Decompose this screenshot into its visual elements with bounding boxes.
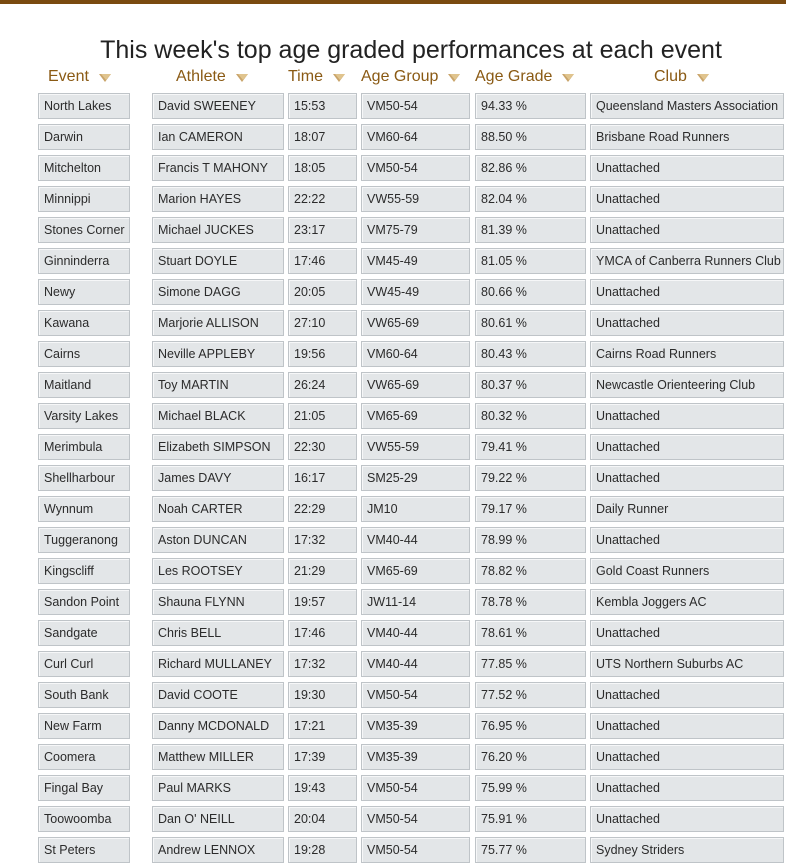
- page-title: This week's top age graded performances at each event: [100, 36, 722, 64]
- column-header-age-grade[interactable]: [475, 68, 575, 86]
- time-cell: 17:46: [288, 248, 357, 274]
- table-row: [0, 93, 786, 124]
- event-cell: Merimbula: [38, 434, 130, 460]
- time-cell: 17:46: [288, 620, 357, 646]
- event-cell: Shellharbour: [38, 465, 130, 491]
- age-group-cell: VM50-54: [361, 155, 470, 181]
- time-cell: 19:30: [288, 682, 357, 708]
- athlete-cell: Danny MCDONALD: [152, 713, 284, 739]
- club-cell: Brisbane Road Runners: [590, 124, 784, 150]
- age-grade-cell: 78.99 %: [475, 527, 586, 553]
- age-grade-cell: 81.39 %: [475, 217, 586, 243]
- age-grade-cell: 77.85 %: [475, 651, 586, 677]
- time-cell: 18:07: [288, 124, 357, 150]
- athlete-cell: Toy MARTIN: [152, 372, 284, 398]
- age-group-cell: JW11-14: [361, 589, 470, 615]
- event-cell: Newy: [38, 279, 130, 305]
- table-row: [0, 496, 786, 527]
- column-header-time[interactable]: [288, 68, 346, 86]
- top-border-bar: [0, 0, 786, 4]
- athlete-cell: Les ROOTSEY: [152, 558, 284, 584]
- table-row: [0, 620, 786, 651]
- age-grade-cell: 76.20 %: [475, 744, 586, 770]
- age-group-cell: VW45-49: [361, 279, 470, 305]
- sort-icon[interactable]: [332, 73, 346, 83]
- table-row: [0, 372, 786, 403]
- event-cell: St Peters: [38, 837, 130, 863]
- time-cell: 20:05: [288, 279, 357, 305]
- athlete-cell: Noah CARTER: [152, 496, 284, 522]
- time-cell: 19:57: [288, 589, 357, 615]
- athlete-cell: Stuart DOYLE: [152, 248, 284, 274]
- athlete-cell: David SWEENEY: [152, 93, 284, 119]
- athlete-cell: James DAVY: [152, 465, 284, 491]
- table-row: [0, 806, 786, 837]
- event-cell: Curl Curl: [38, 651, 130, 677]
- event-cell: Mitchelton: [38, 155, 130, 181]
- club-cell: Unattached: [590, 744, 784, 770]
- event-cell: Kingscliff: [38, 558, 130, 584]
- table-row: [0, 558, 786, 589]
- table-row: [0, 341, 786, 372]
- event-cell: Tuggeranong: [38, 527, 130, 553]
- time-cell: 18:05: [288, 155, 357, 181]
- column-header-label: Event: [48, 68, 89, 85]
- club-cell: Newcastle Orienteering Club: [590, 372, 784, 398]
- sort-icon[interactable]: [98, 73, 112, 83]
- age-group-cell: VM35-39: [361, 744, 470, 770]
- age-group-cell: VM60-64: [361, 124, 470, 150]
- age-grade-cell: 80.66 %: [475, 279, 586, 305]
- event-cell: Toowoomba: [38, 806, 130, 832]
- club-cell: Unattached: [590, 217, 784, 243]
- column-header-label: Athlete: [176, 68, 226, 85]
- time-cell: 22:29: [288, 496, 357, 522]
- time-cell: 19:43: [288, 775, 357, 801]
- age-grade-cell: 75.91 %: [475, 806, 586, 832]
- sort-icon[interactable]: [696, 73, 710, 83]
- age-group-cell: VM50-54: [361, 837, 470, 863]
- age-group-cell: VM45-49: [361, 248, 470, 274]
- athlete-cell: Michael BLACK: [152, 403, 284, 429]
- age-grade-cell: 77.52 %: [475, 682, 586, 708]
- sort-icon[interactable]: [235, 73, 249, 83]
- age-group-cell: SM25-29: [361, 465, 470, 491]
- event-cell: Sandgate: [38, 620, 130, 646]
- table-row: [0, 682, 786, 713]
- table-row: [0, 744, 786, 775]
- club-cell: Unattached: [590, 682, 784, 708]
- time-cell: 21:05: [288, 403, 357, 429]
- column-header-label: Age Grade: [475, 68, 553, 85]
- age-group-cell: VM50-54: [361, 682, 470, 708]
- club-cell: Unattached: [590, 465, 784, 491]
- athlete-cell: Michael JUCKES: [152, 217, 284, 243]
- club-cell: Unattached: [590, 434, 784, 460]
- time-cell: 19:28: [288, 837, 357, 863]
- club-cell: Unattached: [590, 155, 784, 181]
- age-grade-cell: 78.82 %: [475, 558, 586, 584]
- event-cell: Coomera: [38, 744, 130, 770]
- age-grade-cell: 75.77 %: [475, 837, 586, 863]
- table-row: [0, 248, 786, 279]
- table-row: [0, 434, 786, 465]
- athlete-cell: Dan O' NEILL: [152, 806, 284, 832]
- age-group-cell: VM60-64: [361, 341, 470, 367]
- age-grade-cell: 79.41 %: [475, 434, 586, 460]
- athlete-cell: Neville APPLEBY: [152, 341, 284, 367]
- club-cell: Unattached: [590, 713, 784, 739]
- time-cell: 22:30: [288, 434, 357, 460]
- sort-icon[interactable]: [561, 73, 575, 83]
- club-cell: Gold Coast Runners: [590, 558, 784, 584]
- age-grade-cell: 80.43 %: [475, 341, 586, 367]
- event-cell: Darwin: [38, 124, 130, 150]
- age-group-cell: VM50-54: [361, 806, 470, 832]
- table-row: [0, 186, 786, 217]
- athlete-cell: Marjorie ALLISON: [152, 310, 284, 336]
- column-header-club[interactable]: [654, 68, 710, 86]
- athlete-cell: Elizabeth SIMPSON: [152, 434, 284, 460]
- age-grade-cell: 80.37 %: [475, 372, 586, 398]
- age-group-cell: VM50-54: [361, 93, 470, 119]
- club-cell: Kembla Joggers AC: [590, 589, 784, 615]
- age-group-cell: VM40-44: [361, 527, 470, 553]
- age-group-cell: VM75-79: [361, 217, 470, 243]
- age-grade-cell: 78.78 %: [475, 589, 586, 615]
- table-row: [0, 155, 786, 186]
- table-row: [0, 589, 786, 620]
- column-header-age-group[interactable]: [361, 68, 461, 86]
- club-cell: Unattached: [590, 186, 784, 212]
- club-cell: Unattached: [590, 310, 784, 336]
- age-group-cell: JM10: [361, 496, 470, 522]
- event-cell: Ginninderra: [38, 248, 130, 274]
- age-group-cell: VW65-69: [361, 310, 470, 336]
- age-grade-cell: 81.05 %: [475, 248, 586, 274]
- athlete-cell: Ian CAMERON: [152, 124, 284, 150]
- club-cell: Unattached: [590, 527, 784, 553]
- event-cell: Stones Corner: [38, 217, 130, 243]
- club-cell: YMCA of Canberra Runners Club: [590, 248, 784, 274]
- athlete-cell: Shauna FLYNN: [152, 589, 284, 615]
- table-row: [0, 465, 786, 496]
- age-group-cell: VW55-59: [361, 186, 470, 212]
- time-cell: 17:39: [288, 744, 357, 770]
- event-cell: Varsity Lakes: [38, 403, 130, 429]
- age-group-cell: VM40-44: [361, 620, 470, 646]
- athlete-cell: Francis T MAHONY: [152, 155, 284, 181]
- time-cell: 20:04: [288, 806, 357, 832]
- event-cell: Sandon Point: [38, 589, 130, 615]
- age-grade-cell: 82.04 %: [475, 186, 586, 212]
- club-cell: Unattached: [590, 806, 784, 832]
- event-cell: Fingal Bay: [38, 775, 130, 801]
- athlete-cell: Simone DAGG: [152, 279, 284, 305]
- age-grade-cell: 76.95 %: [475, 713, 586, 739]
- athlete-cell: Matthew MILLER: [152, 744, 284, 770]
- athlete-cell: David COOTE: [152, 682, 284, 708]
- event-cell: New Farm: [38, 713, 130, 739]
- age-group-cell: VM65-69: [361, 403, 470, 429]
- table-row: [0, 837, 786, 868]
- table-row: [0, 403, 786, 434]
- time-cell: 22:22: [288, 186, 357, 212]
- club-cell: Cairns Road Runners: [590, 341, 784, 367]
- club-cell: Sydney Striders: [590, 837, 784, 863]
- table-row: [0, 279, 786, 310]
- event-cell: North Lakes: [38, 93, 130, 119]
- age-grade-cell: 88.50 %: [475, 124, 586, 150]
- event-cell: Cairns: [38, 341, 130, 367]
- column-header-label: Time: [288, 68, 323, 85]
- column-header-label: Age Group: [361, 68, 439, 85]
- table-row: [0, 217, 786, 248]
- column-header-event[interactable]: [48, 68, 112, 86]
- age-group-cell: VM35-39: [361, 713, 470, 739]
- age-group-cell: VM50-54: [361, 775, 470, 801]
- athlete-cell: Richard MULLANEY: [152, 651, 284, 677]
- age-grade-cell: 94.33 %: [475, 93, 586, 119]
- event-cell: Kawana: [38, 310, 130, 336]
- club-cell: UTS Northern Suburbs AC: [590, 651, 784, 677]
- event-cell: Minnippi: [38, 186, 130, 212]
- table-row: [0, 527, 786, 558]
- time-cell: 26:24: [288, 372, 357, 398]
- age-grade-cell: 78.61 %: [475, 620, 586, 646]
- age-grade-cell: 80.61 %: [475, 310, 586, 336]
- time-cell: 19:56: [288, 341, 357, 367]
- age-grade-cell: 82.86 %: [475, 155, 586, 181]
- column-header-label: Club: [654, 68, 687, 85]
- athlete-cell: Paul MARKS: [152, 775, 284, 801]
- athlete-cell: Aston DUNCAN: [152, 527, 284, 553]
- time-cell: 17:32: [288, 527, 357, 553]
- age-group-cell: VM65-69: [361, 558, 470, 584]
- sort-icon[interactable]: [447, 73, 461, 83]
- age-group-cell: VW65-69: [361, 372, 470, 398]
- event-cell: Maitland: [38, 372, 130, 398]
- age-group-cell: VM40-44: [361, 651, 470, 677]
- column-header-athlete[interactable]: [176, 68, 249, 86]
- table-header: [0, 68, 786, 90]
- club-cell: Unattached: [590, 279, 784, 305]
- table-row: [0, 310, 786, 341]
- time-cell: 23:17: [288, 217, 357, 243]
- table-row: [0, 775, 786, 806]
- time-cell: 15:53: [288, 93, 357, 119]
- time-cell: 17:32: [288, 651, 357, 677]
- club-cell: Unattached: [590, 620, 784, 646]
- results-table: [0, 93, 786, 868]
- age-grade-cell: 80.32 %: [475, 403, 586, 429]
- age-group-cell: VW55-59: [361, 434, 470, 460]
- club-cell: Unattached: [590, 775, 784, 801]
- table-row: [0, 124, 786, 155]
- club-cell: Queensland Masters Association: [590, 93, 784, 119]
- age-grade-cell: 79.22 %: [475, 465, 586, 491]
- athlete-cell: Chris BELL: [152, 620, 284, 646]
- athlete-cell: Marion HAYES: [152, 186, 284, 212]
- time-cell: 16:17: [288, 465, 357, 491]
- event-cell: South Bank: [38, 682, 130, 708]
- time-cell: 17:21: [288, 713, 357, 739]
- table-row: [0, 713, 786, 744]
- time-cell: 27:10: [288, 310, 357, 336]
- time-cell: 21:29: [288, 558, 357, 584]
- club-cell: Daily Runner: [590, 496, 784, 522]
- event-cell: Wynnum: [38, 496, 130, 522]
- age-grade-cell: 79.17 %: [475, 496, 586, 522]
- table-row: [0, 651, 786, 682]
- club-cell: Unattached: [590, 403, 784, 429]
- age-grade-cell: 75.99 %: [475, 775, 586, 801]
- athlete-cell: Andrew LENNOX: [152, 837, 284, 863]
